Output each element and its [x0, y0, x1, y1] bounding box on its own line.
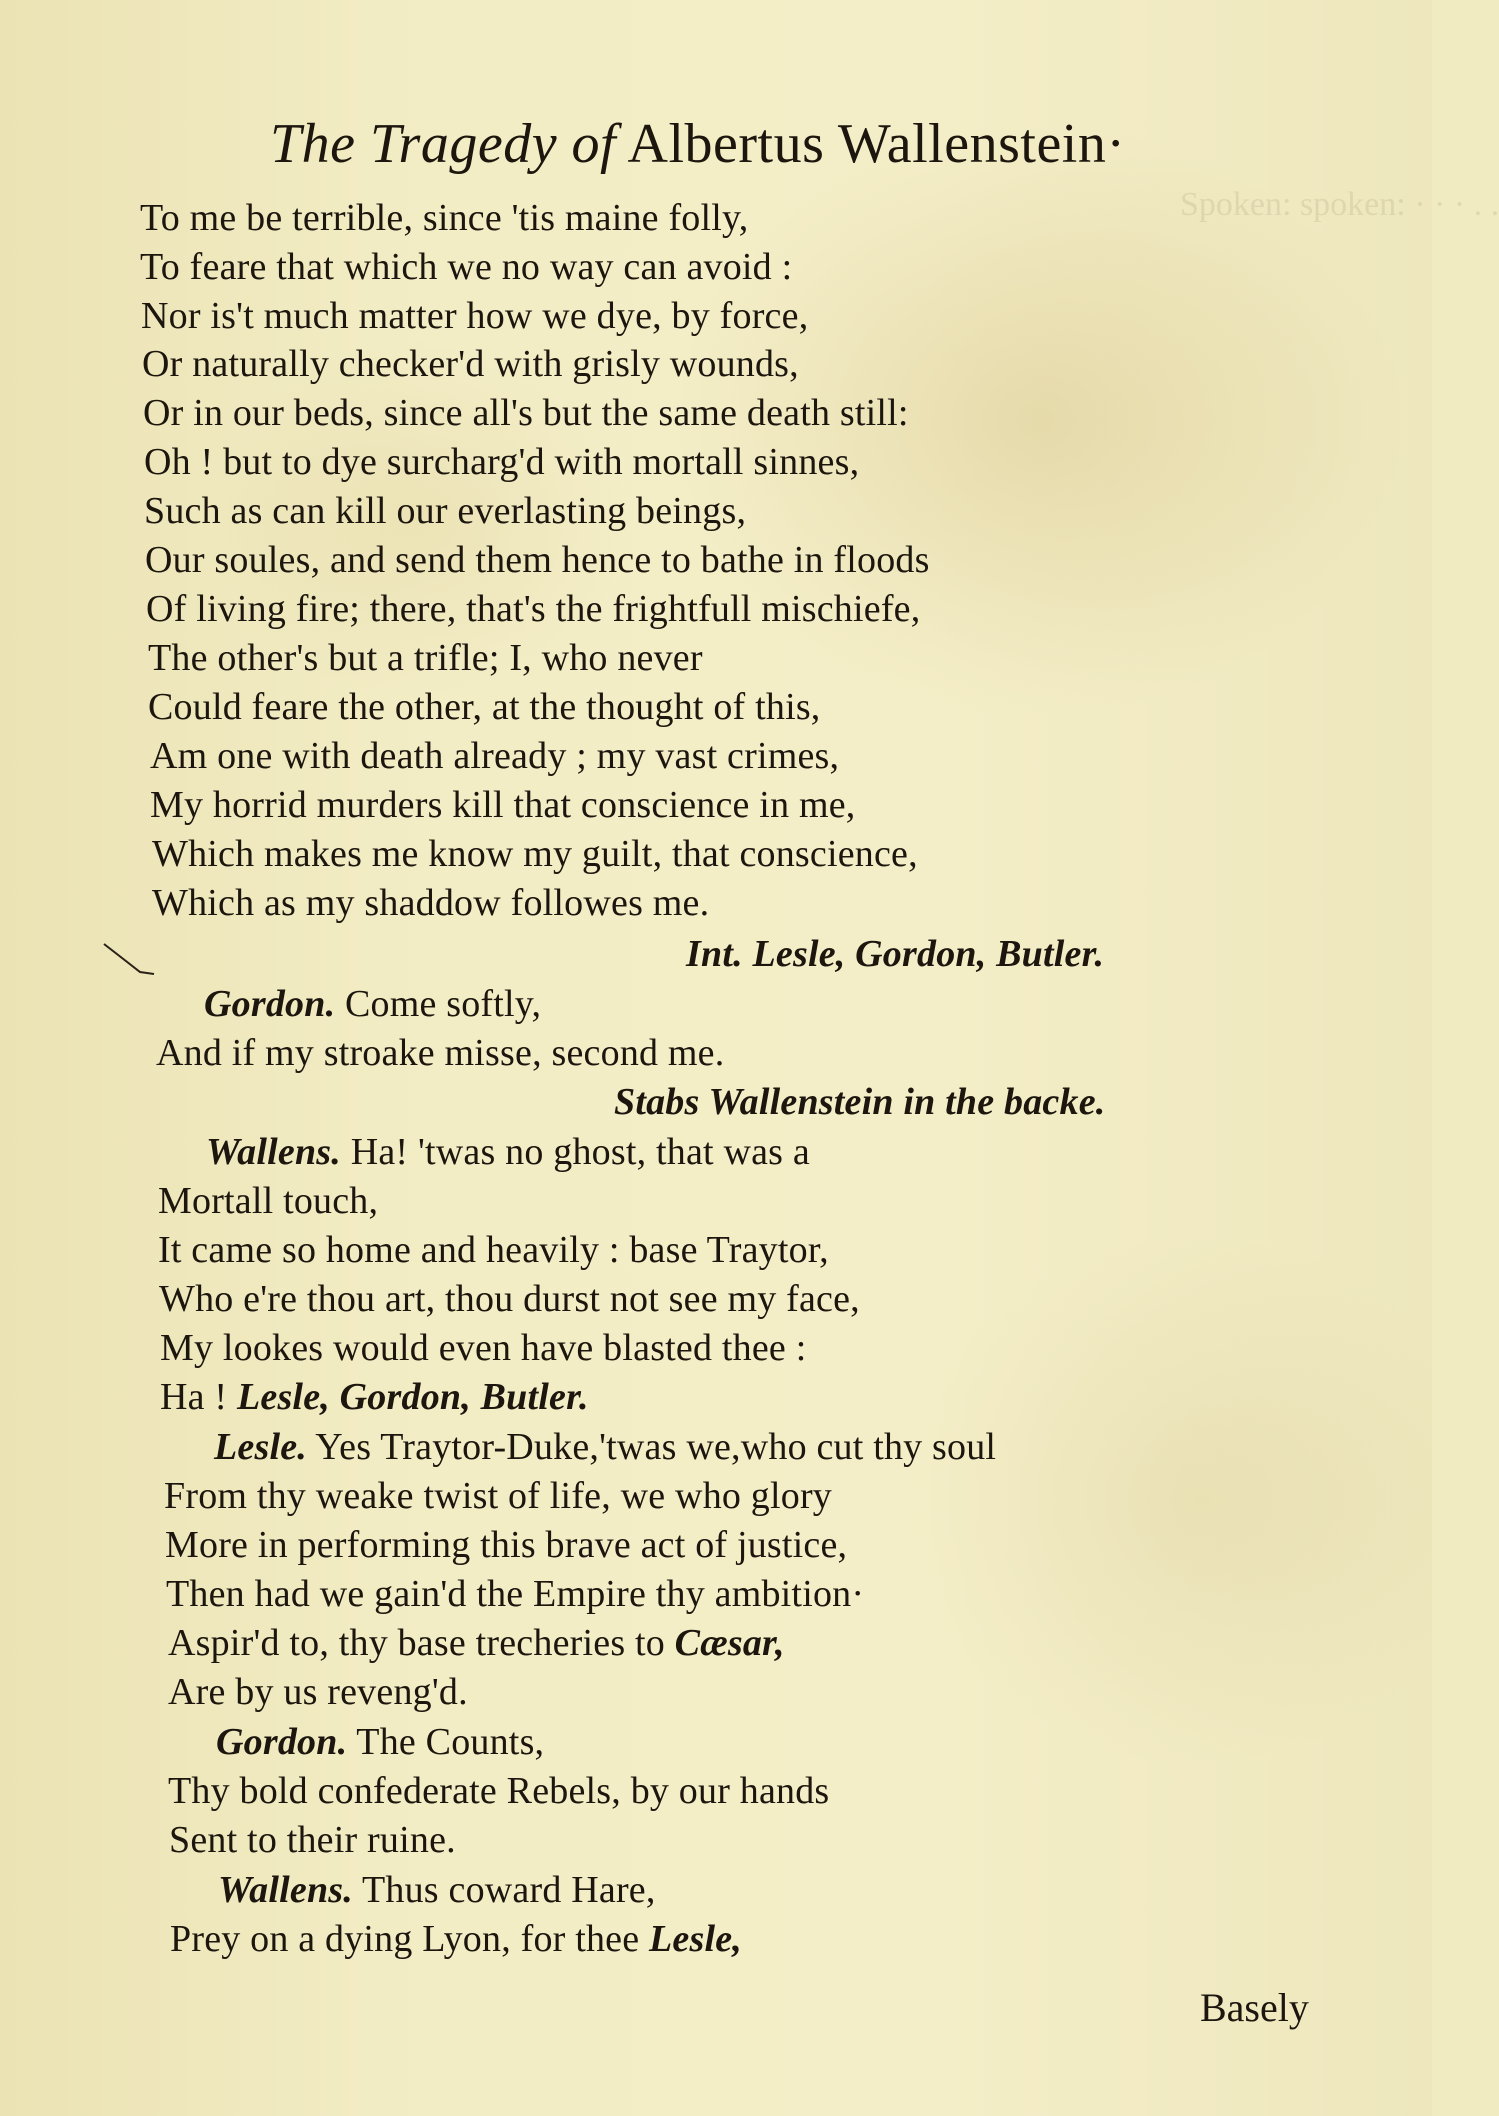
- line-text: Prey on a dying Lyon, for thee: [170, 1918, 640, 1960]
- line-text: Aspir'd to, thy base trecheries to: [168, 1622, 665, 1664]
- speech-text: Yes Traytor-Duke,'twas we,who cut thy soul: [315, 1426, 997, 1468]
- verse-line: The other's but a trifle; I, who never: [148, 637, 703, 679]
- verse-line: Or in our beds, since all's but the same death still:: [143, 392, 909, 434]
- verse-line: My lookes would even have blasted thee :: [160, 1327, 807, 1369]
- speaker-name: Lesle.: [214, 1426, 307, 1468]
- speech-lesle: [214, 1425, 996, 1469]
- speech-text: Come softly,: [344, 983, 542, 1025]
- verse-line: [160, 1375, 589, 1419]
- verse-line: Of living fire; there, that's the frightfull mischiefe,: [146, 588, 921, 630]
- stage-direction: Stabs Wallenstein in the backe.: [614, 1081, 1106, 1123]
- speaker-name: Gordon.: [204, 983, 336, 1025]
- verse-line: From thy weake twist of life, we who glory: [164, 1475, 833, 1517]
- names-italic: Lesle, Gordon, Butler.: [236, 1376, 589, 1418]
- bleed-line: Spoken: spoken: · · · . .: [1180, 186, 1499, 223]
- speaker-name: Wallens.: [218, 1869, 353, 1911]
- verse-line: Are by us reveng'd.: [168, 1671, 468, 1713]
- speech-text: Thus coward Hare,: [362, 1869, 656, 1911]
- verse-line: To feare that which we no way can avoid :: [140, 246, 793, 288]
- verse-line: Oh ! but to dye surcharg'd with mortall sinnes,: [144, 441, 860, 483]
- margin-stroke-icon: [102, 940, 162, 980]
- verse-line: Our soules, and send them hence to bathe in floods: [145, 539, 930, 581]
- stage-direction: Int. Lesle, Gordon, Butler.: [686, 933, 1105, 975]
- speech-gordon: [216, 1720, 544, 1764]
- speech-wallens: [206, 1130, 810, 1174]
- verse-line: Which makes me know my guilt, that conscience,: [152, 833, 918, 875]
- exclamation: Ha !: [160, 1376, 228, 1418]
- verse-line: Which as my shaddow followes me.: [152, 882, 710, 924]
- caesar-italic: Cæsar,: [674, 1622, 785, 1664]
- verse-line: Who e're thou art, thou durst not see my face,: [159, 1278, 860, 1320]
- verse-line: My horrid murders kill that conscience in me,: [150, 784, 856, 826]
- speech-text: The Counts,: [356, 1721, 545, 1763]
- verse-line: [168, 1621, 785, 1665]
- running-headline: [270, 112, 1126, 176]
- verse-line: Then had we gain'd the Empire thy ambition·: [166, 1573, 865, 1615]
- speech-text: Ha! 'twas no ghost, that was a: [350, 1131, 810, 1173]
- headline-roman: Albertus Wallenstein·: [627, 113, 1126, 175]
- verse-line: It came so home and heavily : base Traytor,: [158, 1229, 829, 1271]
- speech-wallens: [218, 1868, 656, 1912]
- bleed-through-text: [1180, 180, 1499, 1980]
- speech-gordon: [204, 982, 541, 1026]
- names-italic: Lesle,: [649, 1918, 742, 1960]
- headline-italic: The Tragedy of: [270, 113, 617, 175]
- verse-line: Or naturally checker'd with grisly wounds,: [142, 343, 799, 385]
- verse-line: Such as can kill our everlasting beings,: [144, 490, 747, 532]
- verse-line: Sent to their ruine.: [169, 1819, 456, 1861]
- verse-line: Thy bold confederate Rebels, by our hands: [168, 1770, 830, 1812]
- verse-line: More in performing this brave act of justice,: [165, 1524, 848, 1566]
- speaker-name: Wallens.: [206, 1131, 341, 1173]
- verse-line: Nor is't much matter how we dye, by force,: [141, 295, 809, 337]
- speaker-name: Gordon.: [216, 1721, 348, 1763]
- verse-line: [170, 1917, 742, 1961]
- verse-line: To me be terrible, since 'tis maine folly,: [140, 197, 749, 239]
- verse-line: And if my stroake misse, second me.: [156, 1032, 725, 1074]
- verse-line: Could feare the other, at the thought of this,: [148, 686, 821, 728]
- catchword: Basely: [1200, 1985, 1309, 2030]
- verse-line: Am one with death already ; my vast crimes,: [150, 735, 840, 777]
- verse-line: Mortall touch,: [158, 1180, 379, 1222]
